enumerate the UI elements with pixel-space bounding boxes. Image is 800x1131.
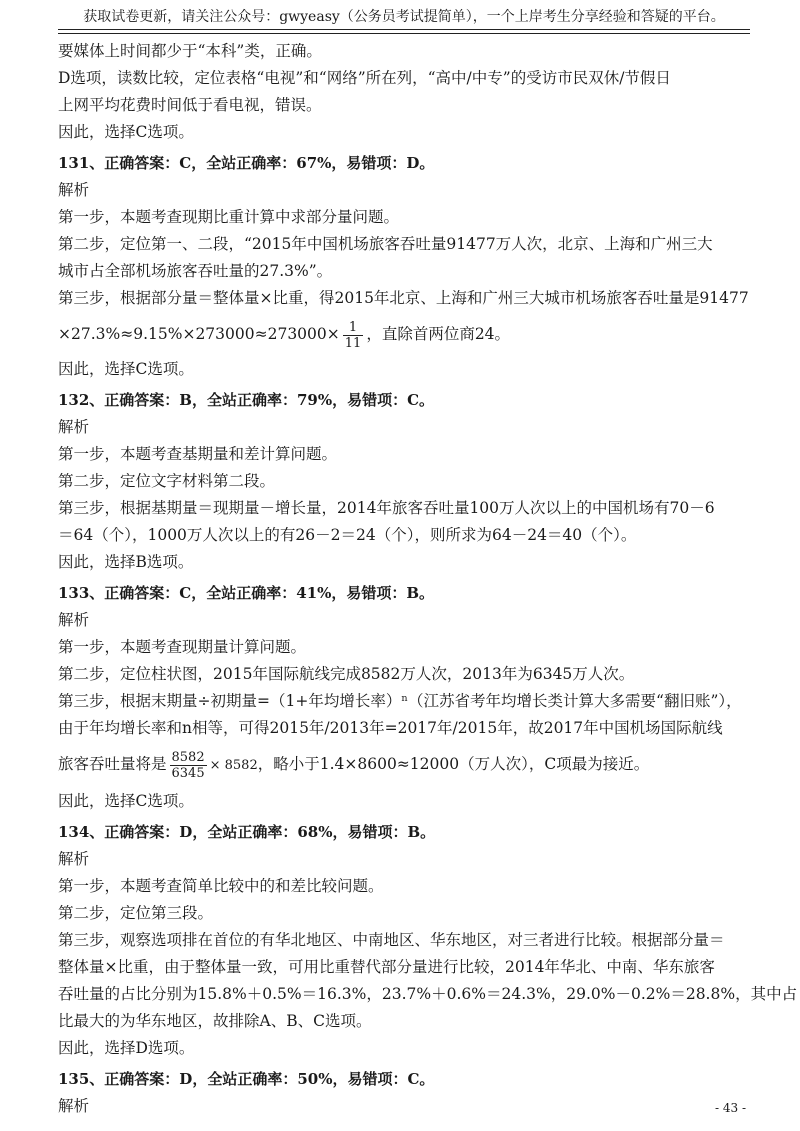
q133-step1: 第一步，本题考查现期量计算问题。 — [58, 638, 307, 656]
q133-step3c-post: ，略小于1.4×8600≈12000（万人次），C项最为接近。 — [257, 755, 650, 773]
header-rule-thin — [58, 33, 750, 34]
q133-step2: 第二步，定位柱状图，2015年国际航线完成8582万人次，2013年为6345万人次。 — [58, 665, 635, 683]
q132-step2: 第二步，定位文字材料第二段。 — [58, 472, 276, 490]
q131-step3b-pre: ×27.3%≈9.15%×273000≈273000× — [58, 325, 340, 343]
q133-title: 133、正确答案：C，全站正确率：41%，易错项：B。 — [58, 584, 435, 602]
q131-analysis-label: 解析 — [58, 181, 90, 199]
q135-analysis-label: 解析 — [58, 1097, 90, 1115]
q131-step2b: 城市占全部机场旅客吞吐量的27.3%”。 — [58, 262, 333, 280]
intro-line-3: 上网平均花费时间低于看电视，错误。 — [58, 96, 322, 114]
q133-times: × 8582 — [209, 758, 258, 773]
q133-step3c — [58, 742, 750, 788]
q134-step1: 第一步，本题考查简单比较中的和差比较问题。 — [58, 877, 384, 895]
q131-step3b-post: ，直除首两位商24。 — [366, 325, 511, 343]
q131-step3a: 第三步，根据部分量＝整体量×比重，得2015年北京、上海和广州三大城市机场旅客吞吐量是91477 — [58, 289, 749, 307]
q133-conclusion: 因此，选择C选项。 — [58, 792, 194, 810]
intro-line-2: D选项，读数比较，定位表格“电视”和“网络”所在列，“高中/中专”的受访市民双休/节假日 — [58, 69, 671, 87]
q134-step3a: 第三步，观察选项排在首位的有华北地区、中南地区、华东地区，对三者进行比较。根据部分量＝ — [58, 931, 725, 949]
q132-step1: 第一步，本题考查基期量和差计算问题。 — [58, 445, 338, 463]
q134-title: 134、正确答案：D，全站正确率：68%，易错项：B。 — [58, 823, 436, 841]
q131-frac-den: 11 — [344, 335, 362, 351]
q131-title: 131、正确答案：C，全站正确率：67%，易错项：D。 — [58, 154, 435, 172]
q133-step3c-pre: 旅客吞吐量将是 — [58, 755, 167, 773]
q131-conclusion: 因此，选择C选项。 — [58, 360, 194, 378]
q133-step3b: 由于年均增长率和n相等，可得2015年/2013年=2017年/2015年，故2017年中国机场国际航线 — [58, 719, 723, 737]
q132-step3b: ＝64（个），1000万人次以上的有26－2＝24（个），则所求为64－24＝40（个）。 — [58, 526, 637, 544]
intro-line-1: 要媒体上时间都少于“本科”类，正确。 — [58, 42, 322, 60]
q134-step3c: 吞吐量的占比分别为15.8%＋0.5%＝16.3%，23.7%＋0.6%＝24.3%，29.0%－0.2%＝28.8%，其中占 — [58, 985, 798, 1003]
q134-step3d: 比最大的为华东地区，故排除A、B、C选项。 — [58, 1012, 372, 1030]
q133-fraction — [170, 750, 207, 781]
page-header: 获取试卷更新，请关注公众号：gwyeasy（公务员考试提简单），一个上岸考生分享经验和答疑的平台。 — [83, 9, 725, 25]
header-rule-thick — [58, 29, 750, 30]
q135-title: 135、正确答案：D，全站正确率：50%，易错项：C。 — [58, 1070, 435, 1088]
q132-step3a: 第三步，根据基期量＝现期量－增长量，2014年旅客吞吐量100万人次以上的中国机场有70－6 — [58, 499, 715, 517]
q134-conclusion: 因此，选择D选项。 — [58, 1039, 195, 1057]
q132-conclusion: 因此，选择B选项。 — [58, 553, 194, 571]
q133-frac-den: 6345 — [171, 765, 205, 781]
page-number: - 43 - — [714, 1101, 746, 1115]
q131-frac-num: 1 — [343, 320, 364, 336]
q133-frac-num: 8582 — [171, 749, 205, 765]
q131-step1: 第一步，本题考查现期比重计算中求部分量问题。 — [58, 208, 400, 226]
document-body — [58, 38, 798, 1120]
q134-analysis-label: 解析 — [58, 850, 90, 868]
q134-step3b: 整体量×比重，由于整体量一致，可用比重替代部分量进行比较，2014年华北、中南、华东旅客 — [58, 958, 715, 976]
q131-step3b — [58, 312, 750, 356]
q131-fraction — [343, 320, 364, 351]
q133-step3a: 第三步，根据末期量÷初期量=（1+年均增长率）ⁿ（江苏省考年均增长类计算大多需要“翻旧账”）， — [58, 692, 742, 710]
q131-step2a: 第二步，定位第一、二段，“2015年中国机场旅客吞吐量91477万人次，北京、上海和广州三大 — [58, 235, 713, 253]
q133-analysis-label: 解析 — [58, 611, 90, 629]
intro-conclusion: 因此，选择C选项。 — [58, 123, 194, 141]
q134-step2: 第二步，定位第三段。 — [58, 904, 214, 922]
q132-analysis-label: 解析 — [58, 418, 90, 436]
q132-title: 132、正确答案：B，全站正确率：79%，易错项：C。 — [58, 391, 435, 409]
